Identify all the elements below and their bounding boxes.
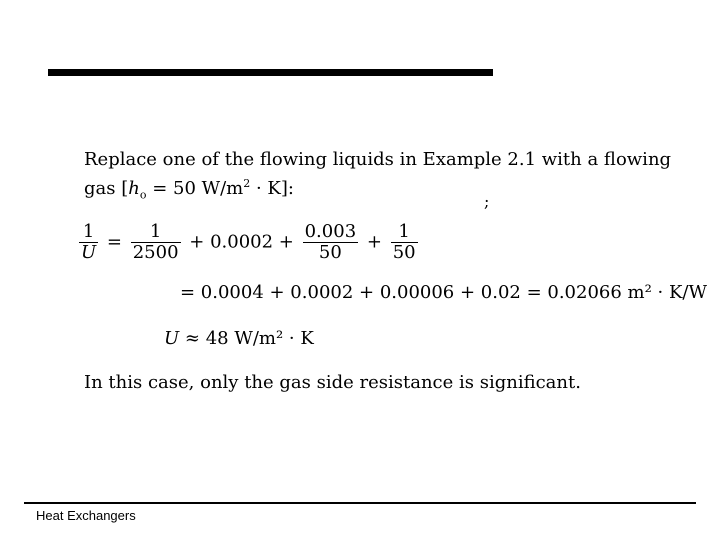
equals-sign: = <box>106 231 122 253</box>
equation-1 <box>76 222 421 263</box>
stray-mark: ; <box>484 192 490 211</box>
fraction-lhs: $\frac{1}{U}$ <box>81 221 97 263</box>
fraction-3: $\frac{1}{50}$ <box>392 221 416 263</box>
footer-title: Heat Exchangers <box>36 508 136 523</box>
u-value: ≈ 48 W/m² · K <box>179 328 314 349</box>
equation-2: = 0.0004 + 0.0002 + 0.00006 + 0.02 = 0.02066 m² · K/W <box>180 282 708 303</box>
u-symbol: U <box>164 328 180 349</box>
plus-sign: + <box>366 231 382 253</box>
fraction-1: $\frac{1}{2500}$ <box>132 221 179 263</box>
footer-divider <box>24 502 696 504</box>
h-symbol: h <box>128 178 140 199</box>
equation-3 <box>164 328 314 349</box>
fraction-2: $\frac{0.003}{50}$ <box>304 221 357 263</box>
h-subscript: o <box>139 188 147 202</box>
problem-text-1: Replace one of the flowing liquids in Example 2.1 with a flowing gas [ <box>84 149 672 199</box>
unit-superscript: 2 <box>243 177 251 190</box>
conclusion: In this case, only the gas side resistance is significant. <box>84 372 581 393</box>
problem-statement <box>84 148 674 208</box>
problem-text-2: = 50 W/m <box>146 178 244 199</box>
problem-text-3: · K]: <box>250 178 294 199</box>
term-2: + 0.0002 + <box>189 231 294 253</box>
title-bar <box>48 69 493 76</box>
